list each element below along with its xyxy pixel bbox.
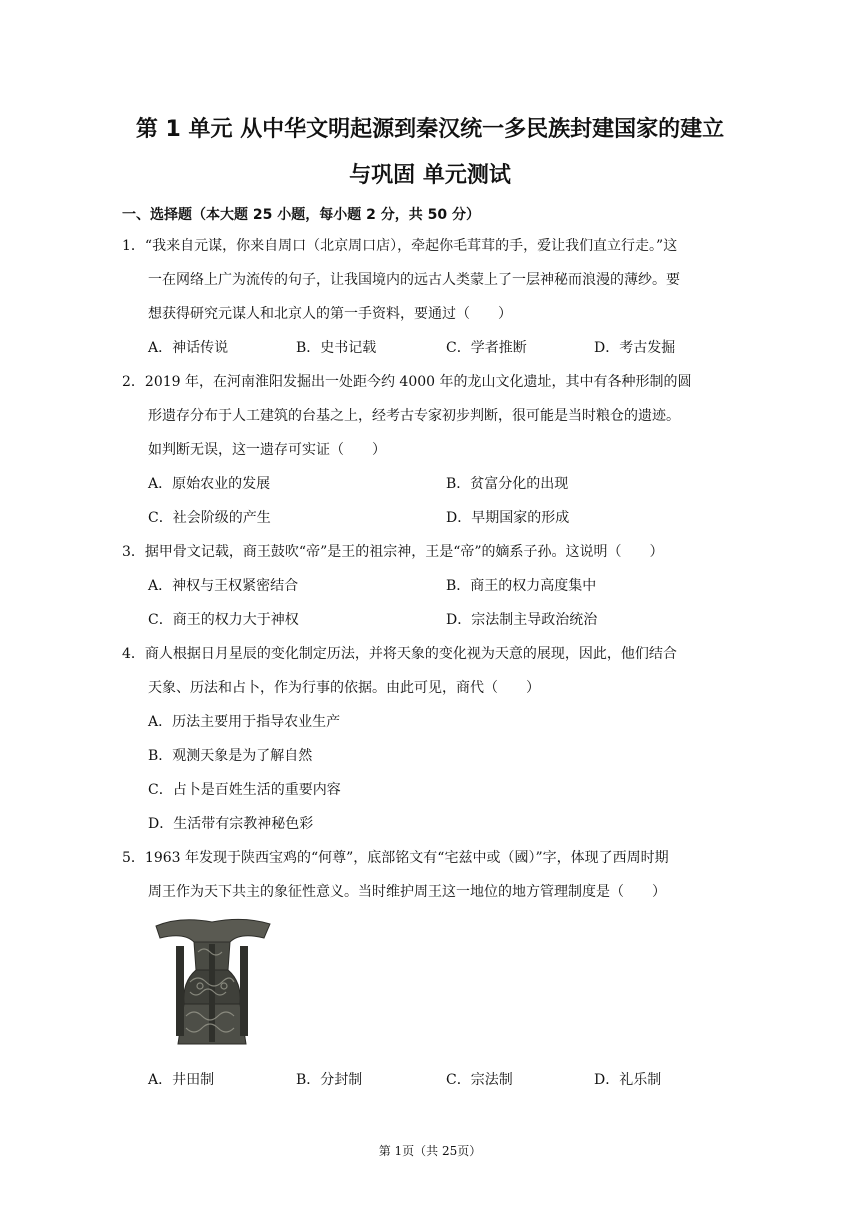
question-2-line-2: 形遗存分布于人工建筑的台基之上，经考古专家初步判断，很可能是当时粮仓的遗迹。 <box>148 408 680 424</box>
question-3-option-c: C．商王的权力大于神权 <box>148 612 299 628</box>
question-5-option-d: D．礼乐制 <box>594 1072 662 1088</box>
question-1-option-b: B．史书记载 <box>296 340 377 356</box>
question-1-option-d: D．考古发掘 <box>594 340 676 356</box>
question-4-option-c: C．占卜是百姓生活的重要内容 <box>148 782 341 798</box>
he-zun-bronze-vessel-image <box>150 912 274 1052</box>
question-2-line-1: 2．2019 年，在河南淮阳发掘出一处距今约 4000 年的龙山文化遗址，其中有各种形制的圆 <box>122 374 692 390</box>
question-2-option-a: A．原始农业的发展 <box>148 476 271 492</box>
question-4-option-b: B．观测天象是为了解自然 <box>148 748 313 764</box>
question-5-option-a: A．井田制 <box>148 1072 215 1088</box>
document-title-line-1: 第 1 单元 从中华文明起源到秦汉统一多民族封建国家的建立 <box>135 117 725 142</box>
question-3-option-a: A．神权与王权紧密结合 <box>148 578 299 594</box>
question-1-line-2: 一在网络上广为流传的句子，让我国境内的远古人类蒙上了一层神秘而浪漫的薄纱。要 <box>148 272 680 288</box>
question-5-line-1: 5．1963 年发现于陕西宝鸡的“何尊”，底部铭文有“宅兹中或（國）”字，体现了西周时期 <box>122 850 669 866</box>
document-title-line-2: 与巩固 单元测试 <box>349 163 511 188</box>
question-1-line-3: 想获得研究元谋人和北京人的第一手资料，要通过（ ） <box>148 306 512 322</box>
question-4-option-a: A．历法主要用于指导农业生产 <box>148 714 341 730</box>
question-1-option-a: A．神话传说 <box>148 340 229 356</box>
question-3-option-d: D．宗法制主导政治统治 <box>446 612 598 628</box>
question-1-option-c: C．学者推断 <box>446 340 527 356</box>
question-2-option-d: D．早期国家的形成 <box>446 510 570 526</box>
question-2-option-c: C．社会阶级的产生 <box>148 510 271 526</box>
page-footer: 第 1页（共 25页） <box>378 1144 482 1158</box>
question-3-line-1: 3．据甲骨文记载，商王鼓吹“帝”是王的祖宗神，王是“帝”的嫡系子孙。这说明（ ） <box>122 544 664 560</box>
question-4-line-1: 4．商人根据日月星辰的变化制定历法，并将天象的变化视为天意的展现，因此，他们结合 <box>122 646 677 662</box>
question-5-option-b: B．分封制 <box>296 1072 363 1088</box>
section-heading: 一、选择题（本大题 25 小题，每小题 2 分，共 50 分） <box>122 207 480 223</box>
question-5-line-2: 周王作为天下共主的象征性意义。当时维护周王这一地位的地方管理制度是（ ） <box>148 884 666 900</box>
question-1-line-1: 1．“我来自元谋，你来自周口（北京周口店），牵起你毛茸茸的手，爱让我们直立行走。”这 <box>122 238 678 254</box>
question-5-option-c: C．宗法制 <box>446 1072 513 1088</box>
question-2-line-3: 如判断无误，这一遗存可实证（ ） <box>148 442 386 458</box>
question-2-option-b: B．贫富分化的出现 <box>446 476 569 492</box>
question-3-option-b: B．商王的权力高度集中 <box>446 578 597 594</box>
question-4-line-2: 天象、历法和占卜，作为行事的依据。由此可见，商代（ ） <box>148 680 540 696</box>
question-4-option-d: D．生活带有宗教神秘色彩 <box>148 816 314 832</box>
